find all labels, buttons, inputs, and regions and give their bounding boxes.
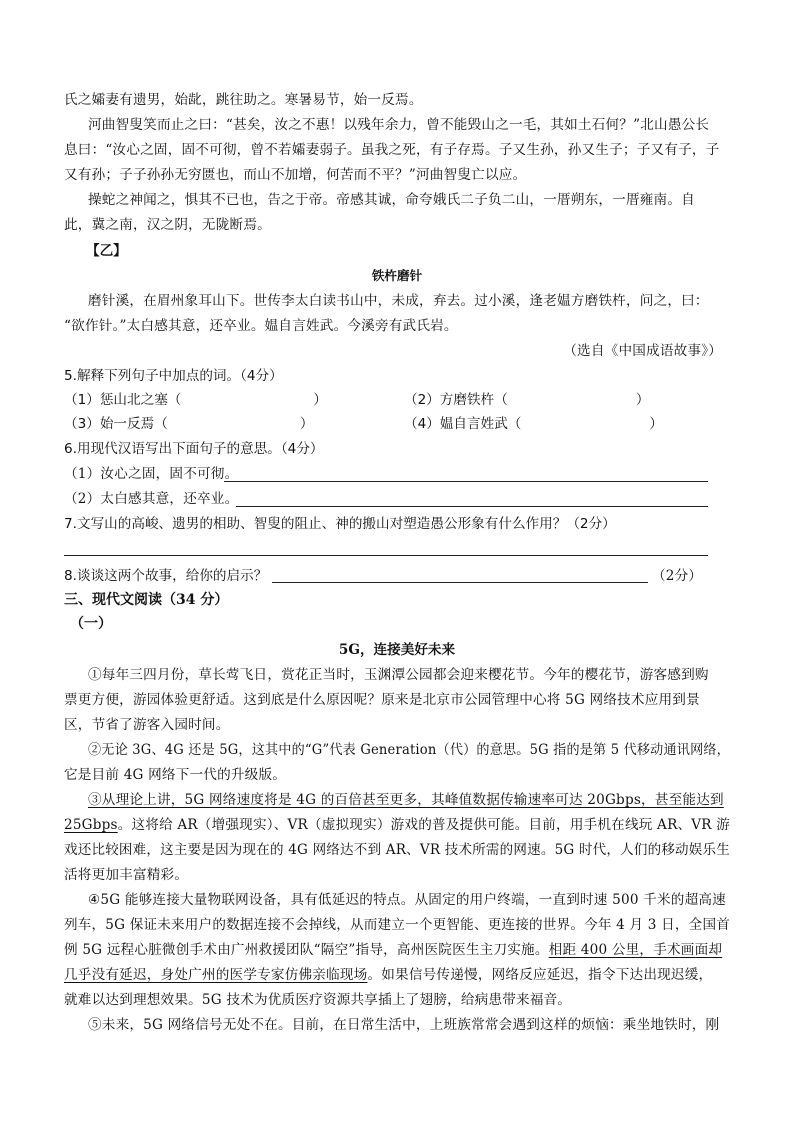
question-5-item-close: ） <box>635 392 650 408</box>
question-8-score: （2分） <box>652 568 703 584</box>
question-5-item-close: ） <box>649 416 663 432</box>
passage-yi-label: 【乙】 <box>86 243 127 259</box>
question-6-item-1: （1）汝心之固，固不可彻。 <box>64 466 239 482</box>
article-line: ②无论 3G、4G 还是 5G，这其中的“G”代表 Generation（代）的意思。5G 指的是第 5 代移动通讯网络， <box>88 742 730 758</box>
section-sub-heading: （一） <box>70 616 112 632</box>
question-8-stem: 8.谈谈这两个故事，给你的启示？ <box>64 568 268 584</box>
passage-jia-line: 又有孙；子子孙孙无穷匮也，而山不加增，何苦而不平？”河曲智叟亡以应。 <box>64 167 527 183</box>
article-line <box>64 940 722 960</box>
answer-line[interactable] <box>272 582 648 583</box>
article-line: 活将更加丰富精彩。 <box>64 867 189 883</box>
article-line: 票更方便，游园体验更舒适。这到底是什么原因呢？原来是北京市公园管理中心将 5G 网络技术应用到景 <box>64 692 700 708</box>
article-line: 戏还比较困难，这主要是因为现在的 4G 网络达不到 AR、VR 技术所需的网速。5G 时代，人们的移动娱乐生 <box>64 842 730 858</box>
question-5-item-close: ） <box>313 392 327 408</box>
passage-jia-line: 此，冀之南，汉之阴，无陇断焉。 <box>64 217 271 233</box>
question-6-stem: 6.用现代汉语写出下面句子的意思。（4分） <box>64 441 324 457</box>
question-5-item-2 <box>404 390 649 410</box>
question-5-item-label: （3）始一反焉（ <box>64 416 168 432</box>
article-line <box>64 815 730 835</box>
article-text: 。这将给 AR（增强现实）、VR（虚拟现实）游戏的普及提供可能。目前，用手机在线玩 AR、VR 游 <box>117 817 731 833</box>
question-5-item-label: （2）方磨铁杵（ <box>404 392 508 408</box>
article-line: ①每年三四月份，草长莺飞日，赏花正当时，玉渊潭公园都会迎来樱花节。今年的樱花节，游客感到购 <box>88 667 709 683</box>
question-5-stem: 5.解释下列句子中加点的词。（4分） <box>64 368 283 384</box>
answer-line[interactable] <box>224 481 708 482</box>
passage-jia-line: 河曲智叟笑而止之曰：“甚矣，汝之不惠！以残年余力，曾不能毁山之一毛，其如土石何？”北山愚公长 <box>88 117 710 133</box>
passage-jia-line: 操蛇之神闻之，惧其不已也，告之于帝。帝感其诚，命夸娥氏二子负二山，一厝朔东，一厝雍南。自 <box>88 192 695 208</box>
article-line <box>64 965 712 985</box>
article-line: ⑤未来，5G 网络信号无处不在。目前，在日常生活中，上班族常常会遇到这样的烦恼：乘坐地铁时，刚 <box>88 1017 720 1033</box>
question-5-item-4 <box>404 414 663 434</box>
passage-yi-title: 铁杵磨针 <box>371 268 423 283</box>
question-5-item-1 <box>64 390 327 410</box>
article-line: 它是目前 4G 网络下一代的升级版。 <box>64 767 287 783</box>
article-line: 列车，5G 保证未来用户的数据连接不会掉线，从而建立一个更智能、更连接的世界。今年 4 月 3 日，全国首 <box>64 917 731 933</box>
passage-yi-line: 磨针溪，在眉州象耳山下。世传李太白读书山中，未成，弃去。过小溪，逢老媪方磨铁杵，问之，曰： <box>88 293 709 309</box>
article-line: 就难以达到理想效果。5G 技术为优质医疗资源共享插上了翅膀，给病患带来福音。 <box>64 992 572 1008</box>
passage-yi-source: （选自《中国成语故事》） <box>563 343 722 359</box>
article-line: ④5G 能够连接大量物联网设备，具有低延迟的特点。从固定的用户终端，一直到时速 500 千米的超高速 <box>88 892 726 908</box>
underlined-sentence: 相距 400 公里，手术画面却 <box>548 942 723 958</box>
underlined-sentence: 25Gbps <box>64 817 118 833</box>
underlined-sentence: 几乎没有延迟，身处广州的医学专家仿佛亲临现场 <box>64 967 368 983</box>
article-line: 区，节省了游客入园时间。 <box>64 717 230 733</box>
answer-line[interactable] <box>64 555 708 556</box>
passage-jia-line: 氏之孀妻有遗男，始龀，跳往助之。寒暑易节，始一反焉。 <box>64 92 423 108</box>
article-line <box>88 790 724 810</box>
article-title: 5G，连接美好未来 <box>338 642 456 658</box>
section-heading: 三、现代文阅读（34 分） <box>64 592 229 608</box>
answer-line[interactable] <box>236 506 708 507</box>
question-5-item-label: （4）媪自言姓武（ <box>404 416 522 432</box>
question-5-item-3 <box>64 414 313 434</box>
article-text: 。如果信号传递慢，网络反应延迟，指令下达出现迟缓， <box>367 967 713 983</box>
question-6-item-2: （2）太白感其意，还卒业。 <box>64 491 239 507</box>
passage-jia-line: 息曰：“汝心之固，固不可彻，曾不若孀妻弱子。虽我之死，有子存焉。子又生孙，孙又生子；子又有子，子 <box>64 142 720 158</box>
article-text: 例 5G 远程心脏微创手术由广州救援团队“隔空”指导，高州医院医生主刀实施。 <box>64 942 549 958</box>
question-5-item-close: ） <box>299 416 314 432</box>
underlined-sentence: ③从理论上讲，5G 网络速度将是 4G 的百倍甚至更多，其峰值数据传输速率可达 20Gbps，甚至能达到 <box>88 792 724 808</box>
passage-yi-line: “欲作针。”太白感其意，还卒业。媪自言姓武。今溪旁有武氏岩。 <box>64 318 458 334</box>
question-7-stem: 7.文写山的高峻、遗男的相助、智叟的阻止、神的搬山对塑造愚公形象有什么作用？（2分） <box>64 516 616 532</box>
question-5-item-label: （1）惩山北之塞（ <box>64 392 182 408</box>
